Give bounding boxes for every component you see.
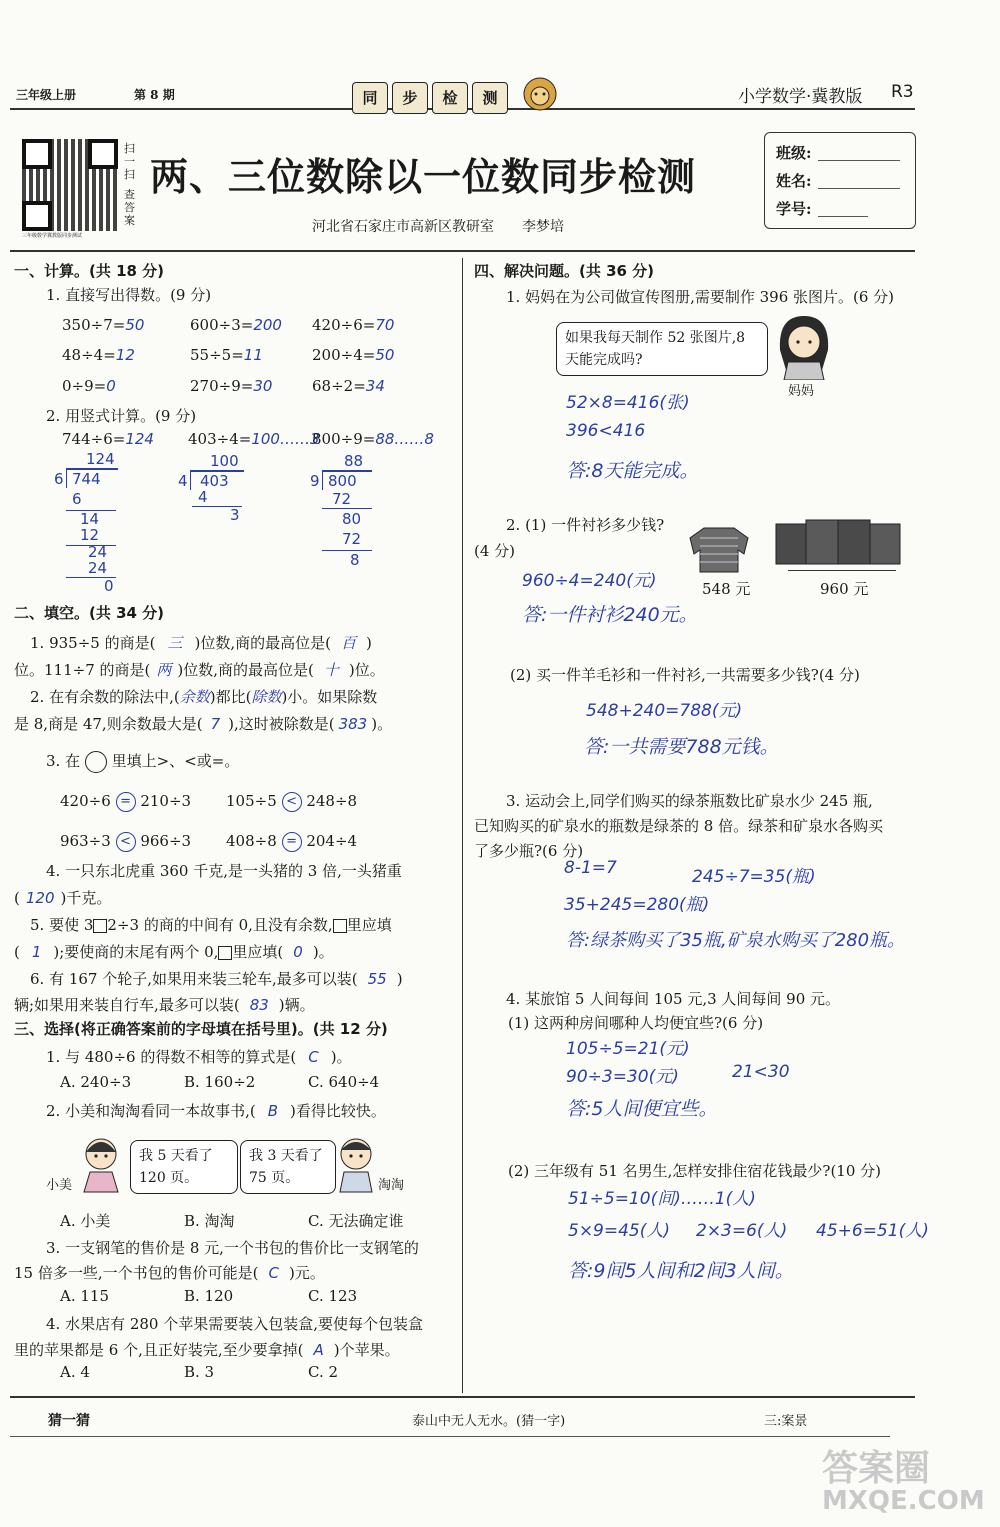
qr-note: 三年级数学冀教版同步测试 — [22, 233, 83, 239]
work-line: 105÷5=21(元) — [566, 1039, 690, 1059]
option-c[interactable]: C. 2 — [308, 1363, 339, 1381]
s2-q1-line2: 位。111÷7 的商是( 两 )位数,商的最高位是( 十 )位。 — [14, 661, 385, 679]
qr-scan-label: 扫一扫 — [124, 142, 135, 181]
class-field[interactable] — [818, 160, 900, 161]
s4-q4-1: (1) 这两种房间哪种人均便宜些?(6 分) — [508, 1014, 764, 1032]
xiaomei-label: 小美 — [46, 1178, 73, 1193]
work-line: 52×8=416(张) — [566, 393, 690, 413]
s3-q4-line2: 里的苹果都是 6 个,且正好装完,至少要拿掉( A )个苹果。 — [14, 1341, 400, 1359]
work-line: 960÷4=240(元) — [522, 571, 657, 591]
work-line: 51÷5=10(间)……1(人) — [568, 1189, 756, 1209]
mom-speech: 如果我每天制作 52 张图片,8 天能完成吗? — [556, 322, 768, 376]
work-line: 5×9=45(人) — [568, 1221, 671, 1241]
s3-q3-line1: 3. 一支钢笔的售价是 8 元,一个书包的售价比一支钢笔的 — [46, 1239, 419, 1257]
div3-dividend: 800 — [328, 472, 357, 490]
footer-rule-bottom — [10, 1436, 890, 1437]
div3-quotient: 88 — [344, 452, 364, 470]
watermark-logo: 答案圈 — [822, 1448, 931, 1489]
div2-quotient: 100 — [210, 452, 239, 470]
name-label: 姓名: — [776, 172, 812, 190]
s2-q2-line2: 是 8,商是 47,则余数最大是( 7 ),这时被除数是( 383 )。 — [14, 715, 393, 733]
taotao-speech: 我 3 天看了 75 页。 — [240, 1140, 336, 1194]
div1-step: 12 — [80, 526, 100, 544]
compare-item: 105÷5 < 248÷8 — [226, 792, 358, 810]
div1-step: 6 — [72, 490, 82, 508]
blank-box-icon — [218, 946, 232, 960]
bracket-line — [788, 570, 896, 571]
calc-item: 420÷6=70 — [312, 316, 395, 334]
page-title: 两、三位数除以一位数同步检测 — [150, 155, 697, 199]
div3-divisor: 9 — [310, 472, 320, 490]
sweater-icon — [688, 524, 750, 574]
div3-step: 72 — [332, 490, 352, 508]
option-b[interactable]: B. 3 — [184, 1363, 215, 1381]
s4-q2-1: 2. (1) 一件衬衫多少钱? — [506, 516, 665, 534]
option-b[interactable]: B. 120 — [184, 1287, 234, 1305]
taotao-label: 淘淘 — [378, 1178, 405, 1193]
boy-taotao-icon — [332, 1134, 380, 1194]
s1-q2: 2. 用竖式计算。(9 分) — [46, 407, 197, 425]
watermark-url: MXQE.COM — [822, 1486, 985, 1516]
answer-line: 答:一件衬衫240元。 — [522, 604, 698, 626]
compare-item: 420÷6 = 210÷3 — [60, 792, 192, 810]
stamp-1: 同 — [352, 82, 388, 114]
answer-line: 答:8天能完成。 — [566, 460, 699, 482]
calc-item: 600÷3=200 — [190, 316, 282, 334]
s3-q2: 2. 小美和淘淘看同一本故事书,( B )看得比较快。 — [46, 1102, 386, 1120]
lion-mascot-icon — [515, 72, 565, 112]
grade-label: 三年级上册 — [16, 88, 77, 102]
riddle-answer: 三:案景 — [764, 1414, 808, 1429]
div2-step: 3 — [230, 506, 240, 524]
compare-item: 963÷3 < 966÷3 — [60, 832, 192, 850]
s4-q3-line3: 了多少瓶?(6 分) — [474, 842, 584, 860]
s4-q3-line2: 已知购买的矿泉水的瓶数是绿茶的 8 倍。绿茶和矿泉水各购买 — [474, 817, 884, 835]
footer-rule — [10, 1396, 915, 1398]
s2-q1-line1: 1. 935÷5 的商是( 三 )位数,商的最高位是( 百 ) — [30, 634, 372, 652]
section4-heading: 四、解决问题。(共 36 分) — [474, 262, 655, 280]
qr-corner — [22, 139, 52, 169]
work-line: 35+245=280(瓶) — [564, 895, 710, 915]
div1-bracket — [66, 468, 67, 488]
calc-item: 270÷9=30 — [190, 377, 273, 395]
div3-line — [322, 508, 372, 509]
answer-line: 答:9间5人间和2间3人间。 — [568, 1260, 794, 1282]
qr-corner — [22, 201, 52, 231]
page-number: R3 — [891, 82, 914, 102]
div2-step: 4 — [198, 488, 208, 506]
vertical-item: 403÷4=100……3 — [188, 430, 320, 448]
div2-bracket — [190, 470, 191, 490]
author-line: 河北省石家庄市高新区教研室 李梦培 — [312, 219, 564, 235]
calc-item: 200÷4=50 — [312, 346, 395, 364]
riddle-label: 猜一猜 — [48, 1413, 90, 1429]
calc-item: 48÷4=12 — [62, 346, 135, 364]
div1-step: 0 — [104, 577, 114, 595]
subject-label: 小学数学·冀教版 — [738, 87, 863, 107]
work-line: 548+240=788(元) — [586, 701, 743, 721]
div1-step: 24 — [88, 559, 108, 577]
mother-icon — [770, 310, 838, 380]
answer-line: 答:一共需要788元钱。 — [584, 736, 779, 758]
vertical-item: 744÷6=124 — [62, 430, 154, 448]
option-a[interactable]: A. 小美 — [60, 1212, 111, 1230]
work-line: 21<30 — [732, 1062, 790, 1082]
column-divider — [462, 258, 463, 1393]
xiaomei-speech: 我 5 天看了 120 页。 — [130, 1140, 238, 1194]
option-b[interactable]: B. 淘淘 — [184, 1212, 235, 1230]
div3-bracket — [322, 470, 323, 490]
stamp-4: 测 — [472, 82, 508, 114]
stamp-2: 步 — [392, 82, 428, 114]
number-label: 学号: — [776, 200, 812, 218]
section2-heading: 二、填空。(共 34 分) — [14, 604, 165, 622]
div2-dividend: 403 — [200, 472, 229, 490]
s4-q2-2: (2) 买一件羊毛衫和一件衬衫,一共需要多少钱?(4 分) — [510, 666, 860, 684]
number-field[interactable] — [818, 216, 868, 217]
s4-q3-line1: 3. 运动会上,同学们购买的绿茶瓶数比矿泉水少 245 瓶, — [506, 792, 873, 810]
issue-label: 第 8 期 — [134, 88, 175, 102]
s4-q1: 1. 妈妈在为公司做宣传图册,需要制作 396 张图片。(6 分) — [506, 288, 895, 306]
mom-label: 妈妈 — [788, 384, 815, 399]
div1-divisor: 6 — [54, 470, 64, 488]
div3-step: 8 — [350, 551, 360, 569]
s4-q2-points: (4 分) — [474, 542, 516, 560]
qr-corner — [88, 139, 118, 169]
section3-heading: 三、选择(将正确答案前的字母填在括号里)。(共 12 分) — [14, 1020, 388, 1038]
vertical-item: 800÷9=88……8 — [312, 430, 434, 448]
div3-line — [322, 550, 372, 551]
price-sweater: 548 元 — [702, 580, 751, 598]
s4-q4: 4. 某旅馆 5 人间每间 105 元,3 人间每间 90 元。 — [506, 990, 841, 1008]
div2-divisor: 4 — [178, 472, 188, 490]
stamp-3: 检 — [432, 82, 468, 114]
work-line: 396<416 — [566, 421, 646, 441]
s2-q4-line1: 4. 一只东北虎重 360 千克,是一头猪的 3 倍,一头猪重 — [46, 862, 402, 880]
s3-q1: 1. 与 480÷6 的得数不相等的算式是( C )。 — [46, 1048, 352, 1066]
calc-item: 0÷9=0 — [62, 377, 116, 395]
div1-step: 14 — [80, 510, 100, 528]
option-c[interactable]: C. 123 — [308, 1287, 358, 1305]
blank-box-icon — [333, 919, 347, 933]
div1-quotient: 124 — [86, 450, 115, 468]
work-line: 8-1=7 — [564, 858, 617, 878]
qr-check-label: 查答案 — [124, 188, 135, 227]
div3-step: 80 — [342, 510, 362, 528]
section1-heading: 一、计算。(共 18 分) — [14, 262, 165, 280]
s2-q5-line2: ( 1 );要使商的末尾有两个 0, 里应填( 0 )。 — [14, 943, 334, 961]
option-a[interactable]: A. 4 — [60, 1363, 90, 1381]
class-label: 班级: — [776, 144, 812, 162]
riddle-text: 泰山中无人无水。(猜一字) — [412, 1414, 566, 1429]
answer-line: 答:绿茶购买了35瓶,矿泉水购买了280瓶。 — [566, 930, 906, 951]
calc-item: 55÷5=11 — [190, 346, 263, 364]
s2-q6-line2: 辆;如果用来装自行车,最多可以装( 83 )辆。 — [14, 996, 315, 1014]
option-a[interactable]: A. 115 — [60, 1287, 109, 1305]
answer-line: 答:5人间便宜些。 — [566, 1098, 718, 1120]
s2-q2-line1: 2. 在有余数的除法中,(余数)都比(除数)小。如果除数 — [30, 688, 378, 706]
name-field[interactable] — [818, 188, 900, 189]
circle-icon — [85, 751, 107, 773]
price-shirts: 960 元 — [820, 580, 869, 598]
div3-step: 72 — [342, 530, 362, 548]
work-line: 245÷7=35(瓶) — [692, 867, 816, 887]
header-bottom-rule — [10, 250, 915, 252]
s4-q4-2: (2) 三年级有 51 名男生,怎样安排住宿花钱最少?(10 分) — [508, 1162, 882, 1180]
div1-dividend: 744 — [72, 470, 101, 488]
work-line: 2×3=6(人) — [696, 1221, 788, 1241]
s2-q3: 3. 在 里填上>、<或=。 — [46, 750, 239, 773]
s2-q6-line1: 6. 有 167 个轮子,如果用来装三轮车,最多可以装( 55 ) — [30, 970, 403, 988]
option-c[interactable]: C. 640÷4 — [308, 1073, 380, 1091]
s3-q4-line1: 4. 水果店有 280 个苹果需要装入包装盒,要使每个包装盒 — [46, 1315, 424, 1333]
s1-q1: 1. 直接写出得数。(9 分) — [46, 286, 212, 304]
calc-item: 68÷2=34 — [312, 377, 385, 395]
girl-xiaomei-icon — [72, 1132, 130, 1194]
compare-item: 408÷8 = 204÷4 — [226, 832, 358, 850]
s3-q3-line2: 15 倍多一些,一个书包的售价可能是( C )元。 — [14, 1264, 325, 1282]
work-line: 90÷3=30(元) — [566, 1067, 679, 1087]
s2-q4-line2: ( 120 )千克。 — [14, 889, 112, 907]
blank-box-icon — [93, 919, 107, 933]
option-b[interactable]: B. 160÷2 — [184, 1073, 256, 1091]
option-a[interactable]: A. 240÷3 — [60, 1073, 132, 1091]
s2-q5-line1: 5. 要使 3 2÷3 的商的中间有 0,且没有余数, 里应填 — [30, 916, 392, 934]
option-c[interactable]: C. 无法确定谁 — [308, 1212, 404, 1230]
shirts-icon — [772, 516, 904, 566]
calc-item: 350÷7=50 — [62, 316, 145, 334]
div1-step: 24 — [88, 543, 108, 561]
work-line: 45+6=51(人) — [816, 1221, 929, 1241]
